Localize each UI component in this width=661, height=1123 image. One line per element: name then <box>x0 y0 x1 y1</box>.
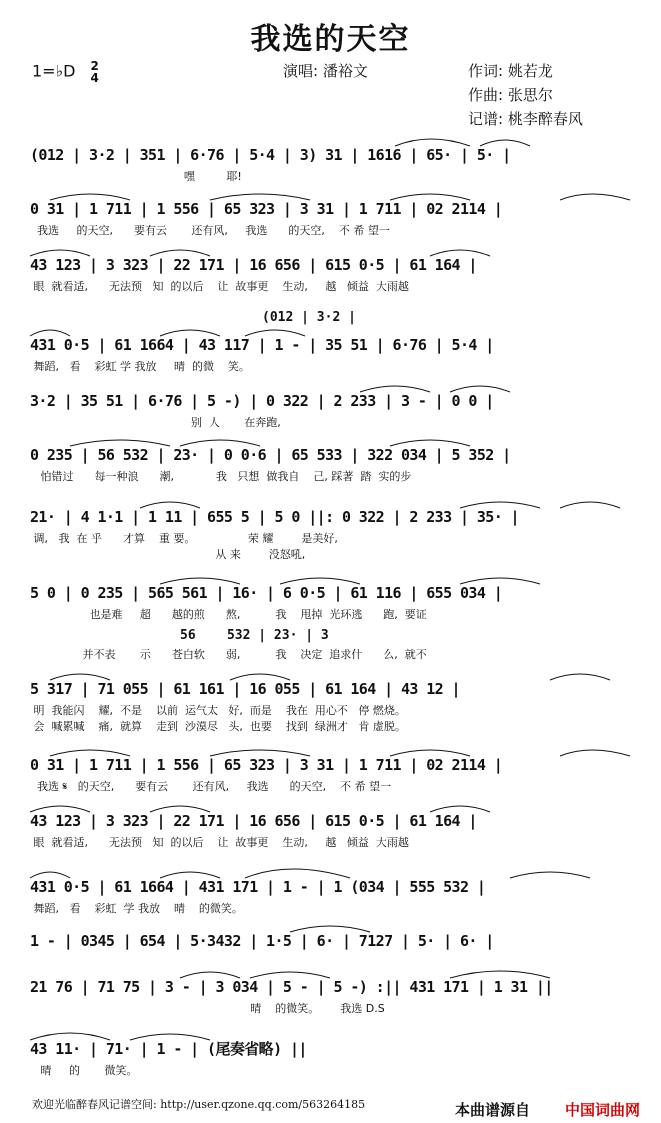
time-top: 2 <box>90 59 99 73</box>
lyric-line: 眼 就看适, 无法预 知 的以后 让 故事更 生动, 越 倾益 大雨越 <box>30 836 409 849</box>
notation-line: 431 0·5 | 61 1664 | 431 171 | 1 - | 1 (034 | 555 532 | <box>30 878 486 896</box>
lyric-line: 怕错过 每一种浪 潮, 我 只想 做我自 己, 踩著 踏 实的步 <box>30 470 412 483</box>
notation-line: 1 - | 0345 | 654 | 5·3432 | 1·5 | 6· | 7127 | 5· | 6· | <box>30 932 494 950</box>
lyric-line: 明 我能闪 耀, 不是 以前 运气太 好, 而是 我在 用心不 停 燃烧。 <box>30 704 406 717</box>
lyricist-credit: 作词: 姚若龙 <box>468 62 553 80</box>
notation-line: 0 31 | 1 711 | 1 556 | 65 323 | 3 31 | 1 711 | 02 2114 | <box>30 200 503 218</box>
notation-line: 0 31 | 1 711 | 1 556 | 65 323 | 3 31 | 1 711 | 02 2114 | <box>30 756 503 774</box>
lyric-line: 舞蹈, 看 彩虹 学 我放 晴 的微 笑。 <box>30 360 250 373</box>
lyric-line: 我选 𝄋 的天空, 要有云 还有风, 我选 的天空, 不 希 望一 <box>30 780 392 793</box>
lyric-line: 嘿 耶! <box>30 170 242 183</box>
lyric-line: 也是难 超 越的煎 熬, 我 甩掉 光环逃 跑, 要证 <box>30 608 427 621</box>
welcome-footer: 欢迎光临醉春风记谱空间: http://user.qzone.qq.com/563264185 <box>32 1098 366 1111</box>
composer-credit: 作曲: 张思尔 <box>468 86 553 104</box>
lyric-line-verse2: 并不表 示 苍白软 弱, 我 决定 追求什 么, 就不 <box>30 648 427 661</box>
notation-line: 21· | 4 1·1 | 1 11 | 655 5 | 5 0 ||: 0 322 | 2 233 | 35· | <box>30 508 519 526</box>
intro-overlay: (012 | 3·2 | <box>262 310 356 325</box>
key-signature <box>32 60 99 84</box>
lyric-line: 晴 的微笑。 我选 D.S <box>30 1002 385 1015</box>
notation-line: 431 0·5 | 61 1664 | 43 117 | 1 - | 35 51 | 6·76 | 5·4 | <box>30 336 494 354</box>
singer-credit: 演唱: 潘裕文 <box>283 62 368 80</box>
notation-line: 21 76 | 71 75 | 3 - | 3 034 | 5 - | 5 -) :|| 431 171 | 1 31 || <box>30 978 553 996</box>
lyric-line-verse2: 会 喊累喊 痛, 就算 走到 沙漠尽 头, 也要 找到 绿洲才 肯 虚脱。 <box>30 720 406 733</box>
transcriber-credit: 记谱: 桃李醉春风 <box>468 110 583 128</box>
notation-line: 5 0 | 0 235 | 565 561 | 16· | 6 0·5 | 61 116 | 655 034 | <box>30 584 503 602</box>
key-label: 1=♭D <box>32 61 76 81</box>
lyric-line: 眼 就看适, 无法预 知 的以后 让 故事更 生动, 越 倾益 大雨越 <box>30 280 409 293</box>
notation-line: 5 317 | 71 055 | 61 161 | 16 055 | 61 164 | 43 12 | <box>30 680 460 698</box>
lyric-line: 晴 的 微笑。 <box>30 1064 138 1077</box>
notation-line: 43 123 | 3 323 | 22 171 | 16 656 | 615 0·5 | 61 164 | <box>30 256 477 274</box>
site-logo-text: 中国词曲网 <box>565 1101 641 1119</box>
lyric-line: 我选 的天空, 要有云 还有风, 我选 的天空, 不 希 望一 <box>30 224 390 237</box>
lyric-line: 别 人 在奔跑, <box>30 416 281 429</box>
alt-notation-overlay: 56 532 | 23· | 3 <box>180 628 329 643</box>
notation-line: 0 235 | 56 532 | 23· | 0 0·6 | 65 533 | 322 034 | 5 352 | <box>30 446 511 464</box>
source-label: 本曲谱源自 <box>455 1101 531 1119</box>
lyric-line: 舞蹈, 看 彩虹 学 我放 晴 的微笑。 <box>30 902 243 915</box>
notation-line: 43 123 | 3 323 | 22 171 | 16 656 | 615 0·5 | 61 164 | <box>30 812 477 830</box>
time-signature <box>91 60 99 84</box>
notation-line: (012 | 3·2 | 351 | 6·76 | 5·4 | 3) 31 | 1616 | 65· | 5· | <box>30 146 511 164</box>
notation-line: 3·2 | 35 51 | 6·76 | 5 -) | 0 322 | 2 233 | 3 - | 0 0 | <box>30 392 494 410</box>
song-title: 我选的天空 <box>250 22 411 57</box>
lyric-line-verse2: 从 来 没怒吼, <box>30 548 306 561</box>
notation-line: 43 11· | 71· | 1 - | (尾奏省略) || <box>30 1040 307 1058</box>
lyric-line: 调, 我 在 乎 才算 重 要。 荣 耀 是美好, <box>30 532 338 545</box>
time-bottom: 4 <box>90 71 99 85</box>
